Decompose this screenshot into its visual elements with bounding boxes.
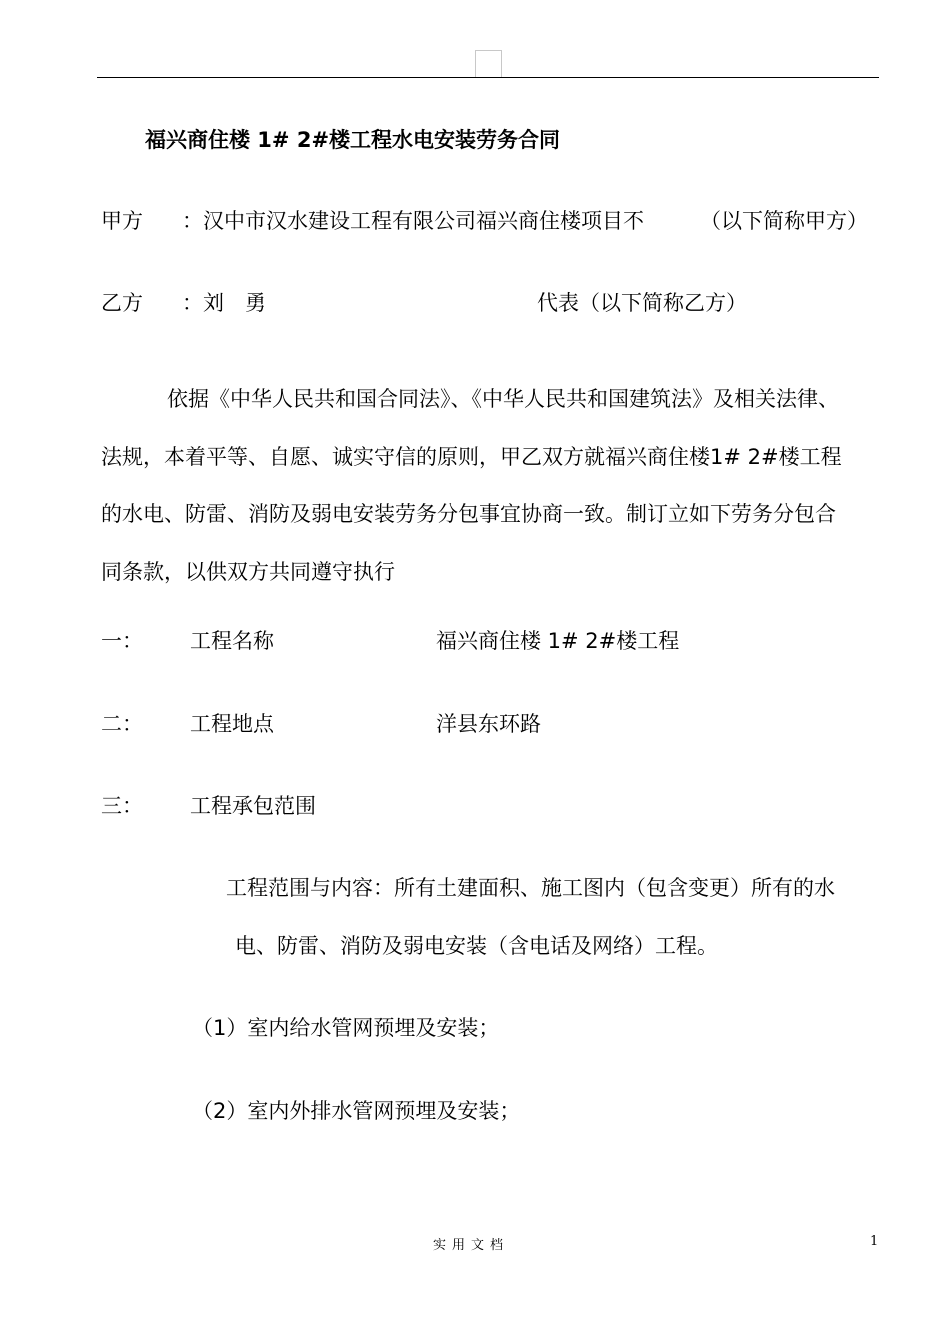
- party-a-label: 甲方: [101, 209, 143, 233]
- scope-line-2: 电、防雷、消防及弱电安装（含电话及网络）工程。: [235, 934, 718, 958]
- party-b-label: 乙方: [101, 291, 143, 315]
- footer-text: 实用文档: [433, 1238, 510, 1253]
- scope-line-1: 工程范围与内容：所有土建面积、施工图内（包含变更）所有的水: [226, 876, 835, 900]
- scope-item-1: （1）室内给水管网预埋及安装；: [192, 1016, 500, 1040]
- clause-1-value: 福兴商住楼 1# 2#楼工程: [436, 629, 680, 653]
- clause-1-num: 一：: [101, 629, 143, 653]
- preamble-line: 法规，本着平等、自愿、诚实守信的原则，甲乙双方就福兴商住楼1# 2#楼工程: [101, 444, 842, 469]
- party-a-value: ：汉中市汉水建设工程有限公司福兴商住楼项目不: [182, 209, 644, 233]
- party-b-value: ：刘 勇: [182, 291, 266, 315]
- clause-1-label: 工程名称: [190, 629, 274, 653]
- preamble-line: 依据《中华人民共和国合同法》、《中华人民共和国建筑法》及相关法律、: [167, 387, 839, 411]
- preamble-line: 的水电、防雷、消防及弱电安装劳务分包事宜协商一致。制订立如下劳务分包合: [101, 502, 836, 526]
- document-title: 福兴商住楼 1# 2#楼工程水电安装劳务合同: [145, 128, 561, 152]
- header-rule: [97, 77, 879, 78]
- header-box: [475, 50, 502, 77]
- preamble-paragraph: [101, 371, 891, 601]
- clause-2-num: 二：: [101, 712, 143, 736]
- clause-2-label: 工程地点: [190, 712, 274, 736]
- clause-3-label: 工程承包范围: [190, 794, 316, 818]
- party-a-suffix: （以下简称甲方）: [700, 209, 868, 233]
- preamble-line: 同条款，以供双方共同遵守执行: [101, 559, 395, 584]
- clause-2-value: 洋县东环路: [436, 712, 541, 736]
- page-number: 1: [870, 1234, 879, 1249]
- clause-3-num: 三：: [101, 794, 143, 818]
- scope-item-2: （2）室内外排水管网预埋及安装；: [192, 1099, 521, 1123]
- party-b-suffix: 代表（以下简称乙方）: [537, 291, 747, 315]
